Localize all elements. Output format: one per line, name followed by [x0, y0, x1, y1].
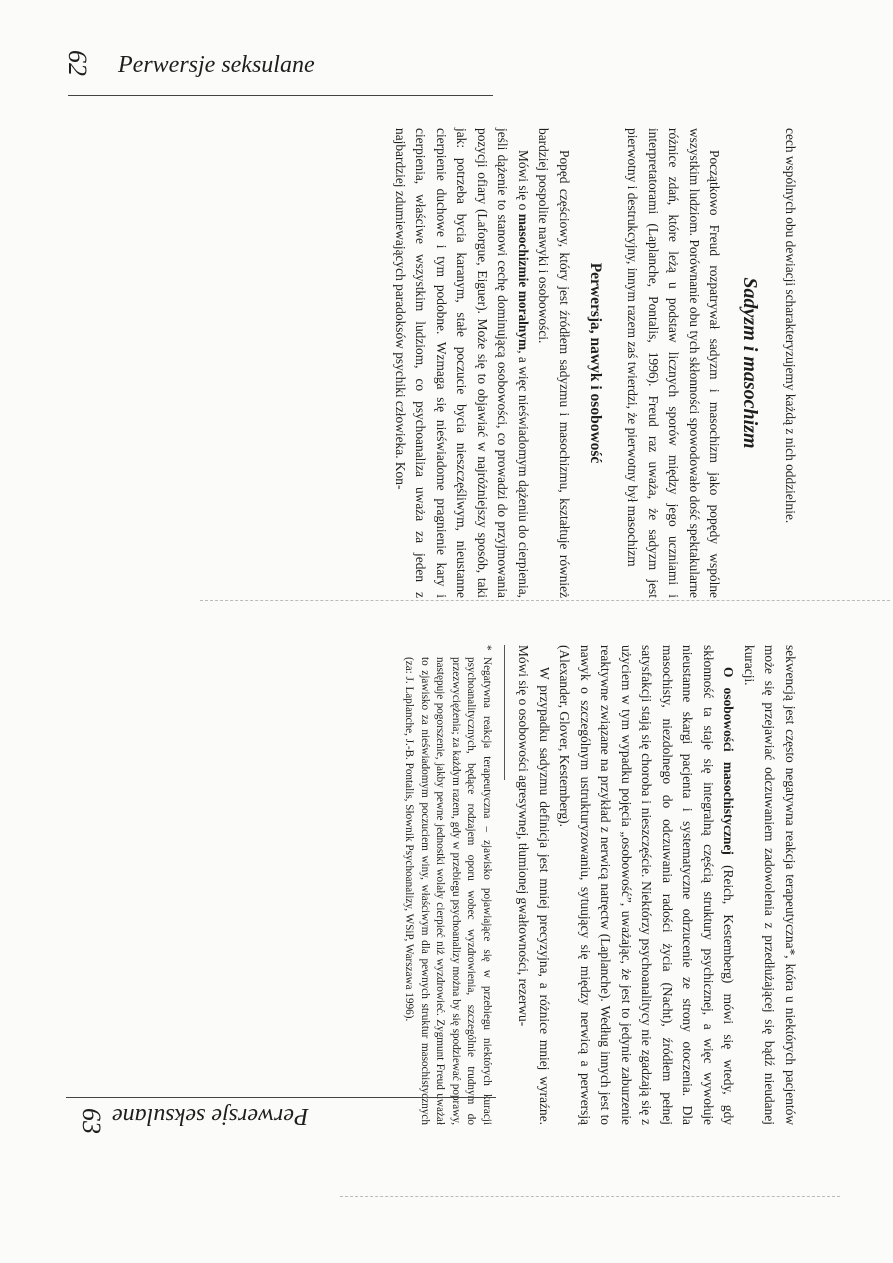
fold-line-lower [340, 1196, 840, 1197]
personality-text: (Reich, Kestemberg) mówi się wtedy, gdy skłonność ta staje się integralną częścią struktury psychicznej, a więc wywołuje nieustanne skargi pacjenta i systematyczne odrzucenie ze strony otoczenia. Dla masochisty, niezdolnego do odczuwania radości życia (Nacht), źródłem pełnej satysfakcji stają się choroba i nieszczęście. Niektórzy psychoanalitycy nie zgadzają się z użyciem w tym wypadku pojęcia „osobowość”, uważając, że jest to jedynie zaburzenie reaktywne związane na przykład z nerwicą natręctw (Laplanche). Według innych jest to nawyk o szczególnym ustrukturyzowaniu, sytuujący się między nerwicą a perwersją (Alexander, Glover, Kestemberg). [557, 645, 737, 1125]
paragraph-sadism-case: W przypadku sadyzmu definicja jest mniej precyzyjna, a różnice mniej wyraźne. Mówi się o osobowości agresywnej, tłumionej gwałtowności, rezerwu- [516, 645, 552, 1125]
subsection-title: Perwersja, nawyk i osobowość [587, 262, 604, 464]
running-title-top: Perwersje seksulane [118, 52, 315, 78]
paragraph-moral-masochism [390, 128, 534, 598]
footnote-text: Negatywna reakcja terapeutyczna – zjawisko pojawiające się w przebiegu niektórych kuracji psychoanalitycznych, będące rodzajem oporu wobec wyzdrowienia, szczególnie trudnym do przezwyciężenia; za każdym razem, gdy w przebiegu psychoanalizy można by się spodziewać poprawy, następuje pogorszenie, jakby pewne jednostki wolały cierpieć niż wyzdrowieć. Zygmunt Freud uważał to zjawisko za nieświadomym poczuciem winy, właściwym dla pewnych struktur masochistycznych (za: J. Laplanche, J.-B. Pontalis, Słownik Psychoanalizy, WSiP, Warszawa 1996). [403, 657, 493, 1125]
page-number-top: 62 [63, 50, 92, 76]
paragraph-masochistic-personality [554, 645, 739, 1125]
running-title-bottom: Perwersje seksulane [112, 1103, 309, 1129]
opening-lines: cech wspólnych obu dewiacji scharakteryzujemy każdą z nich oddzielnie. [783, 128, 798, 524]
moral-before: Mówi się o [516, 150, 531, 214]
section-title: Sadyzm i masochizm [739, 277, 762, 449]
header-rule-bottom [66, 1097, 496, 1098]
footnote [401, 645, 494, 1125]
header-rule-top [68, 95, 493, 96]
moral-after: , a więc nieświadomym dążeniu do cierpienia, jeśli dążenie to stanowi cechę dominującą osobowości, co prowadzi do przyjmowania pozycji ofiary (Laforgue, Eiguer). Może się to objawiać w najróżniejszy sposób, taki jak: potrzeba bycia karanym, stałe poczucie bycia nieszczęśliwym, nieustanne cierpienie duchowe i tym podobne. Wzmaga się nieświadome pragnienie kary i cierpienia, właściwe wszystkim ludziom, co psychoanaliza uważa za jeden z najbardziej zdumiewających paradoksów psychiki człowieka. Kon- [393, 128, 531, 598]
footnote-mark: * [481, 645, 493, 651]
page-number-bottom: 63 [77, 1108, 106, 1134]
moral-term: masochizmie moralnym [516, 213, 531, 351]
personality-term: O osobowości masochistycznej [721, 667, 737, 855]
bottom-page-text [401, 645, 800, 1125]
top-page-text [390, 128, 801, 598]
paragraph-sadism: Początkowo Freud rozpatrywał sadyzm i masochizm jako popędy wspólne wszystkim ludziom. Porównanie obu tych skłonności spowodowało dość spektakularne różnice zdań, które leżą u podstaw licznych sporów między jego uczniami i interpretatorami (Laplanche, Pontalis, 1996). Freud raz uważa, że sadyzm jest pierwotny i destrukcyjny, innym razem zaś twierdzi, że pierwotny był masochizm [625, 128, 723, 598]
paragraph-consequence: sekwencją jest często negatywna reakcja terapeutyczna*, która u niektórych pacjentów może się przejawiać odczuwaniem zadowolenia z przedłużającej się bądź nieudanej kuracji. [742, 645, 798, 1125]
paragraph-partial-drive: Popęd częściowy, który jest źródłem sadyzmu i masochizmu, kształtuje również bardziej pospolite nawyki i osobowości. [536, 128, 572, 598]
fold-line [200, 600, 890, 601]
footnote-rule [504, 645, 505, 780]
